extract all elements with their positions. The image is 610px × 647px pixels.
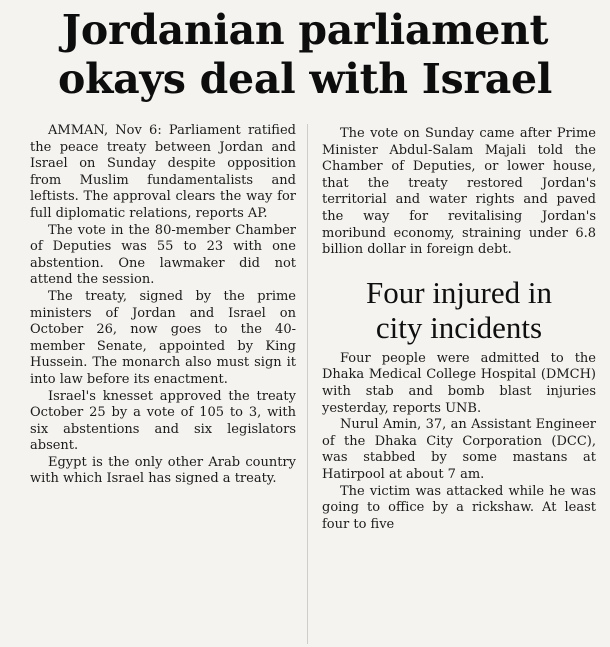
article-paragraph: Israel's knesset approved the treaty October 25 by a vote of 105 to 3, with six abstentions and six legislators absent.: [30, 388, 296, 454]
story-paragraph: Nurul Amin, 37, an Assistant Engineer of the Dhaka City Corporation (DCC), was stabbed by some mastans at Hatirpool at about 7 am.: [322, 417, 596, 482]
story-paragraph: The victim was attacked while he was going to office by a rickshaw. At least four to five: [322, 483, 596, 532]
second-story-headline: [322, 275, 596, 345]
story-paragraph: Four people were admitted to the Dhaka Medical College Hospital (DMCH) with stab and bomb blast injuries yesterday, reports UNB.: [322, 350, 596, 416]
left-article-column: [30, 123, 296, 488]
second-story-headline-line-1: Four injured in: [366, 274, 552, 310]
main-headline-line-2: okays deal with Israel: [57, 55, 553, 103]
article-paragraph: Egypt is the only other Arab country with which Israel has signed a treaty.: [30, 454, 296, 487]
article-paragraph: The vote on Sunday came after Prime Minister Abdul-Salam Majali told the Chamber of Deputies, or lower house, that the treaty restored Jordan's territorial and water rights and paved the way for revitalising Jordan's moribund economy, straining under 6.8 billion dollar in foreign debt.: [322, 126, 596, 258]
right-article-column: [322, 126, 596, 533]
main-headline: [0, 6, 610, 104]
column-divider: [307, 124, 308, 644]
article-paragraph: The treaty, signed by the prime ministers of Jordan and Israel on October 26, now goes to the 40-member Senate, appointed by King Hussein. The monarch also must sign it into law before its enactment.: [30, 288, 296, 387]
second-story-headline-line-2: city incidents: [375, 309, 543, 345]
main-headline-line-1: Jordanian parliament: [61, 6, 549, 54]
article-paragraph: AMMAN, Nov 6: Parliament ratified the peace treaty between Jordan and Israel on Sunday despite opposition from Muslim fundamentalists and leftists. The approval clears the way for full diplomatic relations, reports AP.: [30, 123, 296, 221]
article-paragraph: The vote in the 80-member Chamber of Deputies was 55 to 23 with one abstention. One lawmaker did not attend the session.: [30, 222, 296, 288]
